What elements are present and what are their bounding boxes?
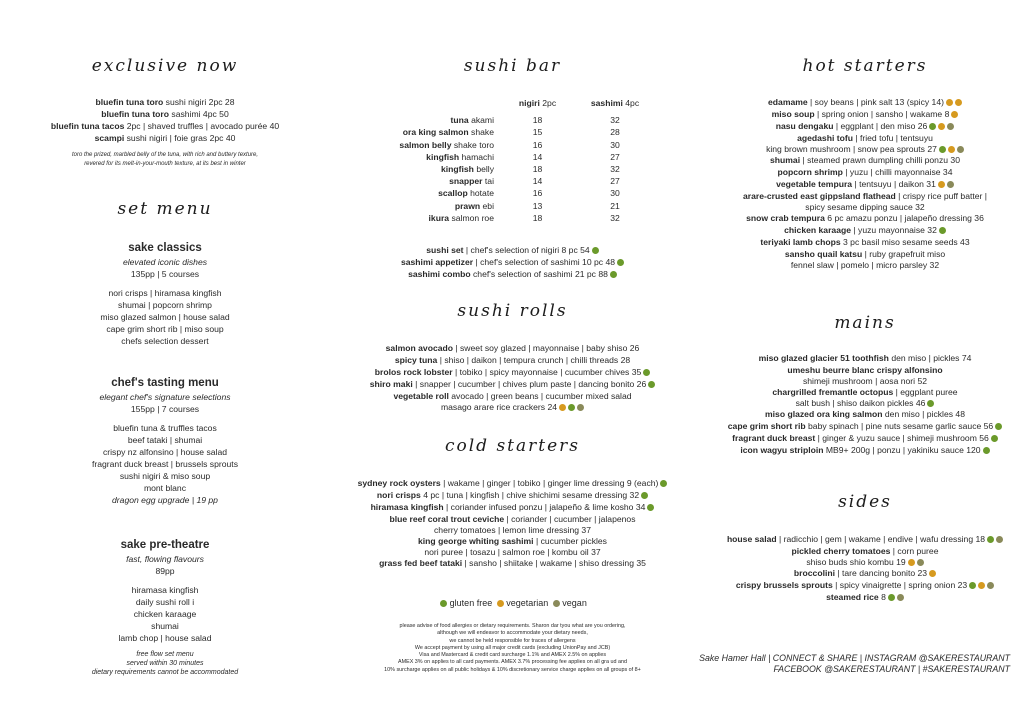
disclaimer-line: we cannot be held responsible for traces of allergens (449, 637, 576, 644)
disclaimer-line: please advise of food allergies or dietary requirements. Sharon dar tyou what are you ordering, (399, 623, 626, 629)
menu-item: vegetable roll avocado | green beans | cucumber mixed salad (393, 391, 632, 401)
vegan-icon (947, 181, 954, 188)
sushi-name: snapper tai (449, 176, 494, 187)
vegan-icon (947, 123, 954, 130)
menu-item: miso soup | spring onion | sansho | wakame 8 (720, 108, 1010, 120)
menu-item-continued: nori puree | tosazu | salmon roe | kombu oil 37 (424, 547, 601, 557)
menu-item: vegetable tempura | tentsuyu | daikon 31 (720, 178, 1010, 190)
menu-item: sashimi appetizer | chef's selection of sashimi 10 pc 48 (355, 256, 670, 268)
list-item: hiramasa kingfish (131, 585, 199, 595)
sashimi-price: 28 (610, 127, 620, 138)
sushi-name: kingfish hamachi (426, 151, 494, 162)
menu-item: crispy brussels sprouts | spicy vinaigrette | spring onion 23 (720, 579, 1010, 591)
vegetarian-icon (938, 123, 945, 130)
list-item: nori crisps | hiramasa kingfish (108, 288, 222, 298)
footer-social (699, 653, 1010, 675)
list-item: chicken karaage (133, 609, 197, 619)
menu-item: cape grim short rib baby spinach | pine nuts sesame garlic sauce 56 (720, 420, 1010, 432)
nigiri-price: 16 (532, 139, 543, 150)
toro-note: revered for its melt-in-your-mouth texture, at its best in winter (84, 160, 246, 167)
mains-list (720, 352, 1010, 456)
menu-item: steamed rice 8 (720, 591, 1010, 603)
table-row (390, 187, 655, 199)
exclusive-list (40, 96, 290, 168)
nigiri-price: 18 (532, 164, 543, 175)
nigiri-price: 14 (532, 151, 543, 162)
table-header (390, 97, 655, 109)
gluten-free-icon (983, 447, 990, 454)
menu-item-continued: masago arare rice crackers 24 (355, 402, 670, 412)
sides-list (720, 533, 1010, 603)
hot-list (720, 96, 1010, 270)
sides-heading: sides (838, 492, 892, 512)
disclaimer (355, 623, 670, 674)
pre-theatre-note: free flow set menu (136, 651, 194, 658)
gluten-free-icon (927, 400, 934, 407)
table-row (390, 163, 655, 175)
menu-item: bluefin tuna toro sashimi 4pc 50 (101, 109, 229, 119)
vegan-icon (917, 559, 924, 566)
section-title: sake classics (128, 242, 202, 254)
section-tagline: elevated iconic dishes (122, 257, 208, 267)
menu-item-continued: king brown mushroom | snow pea sprouts 27 (720, 144, 1010, 154)
vegan-icon (553, 600, 560, 607)
vegetarian-icon (946, 99, 953, 106)
menu-item: house salad | radicchio | gem | wakame | endive | wafu dressing 18 (720, 533, 1010, 545)
sushi-name: ora king salmon shake (402, 127, 494, 138)
gluten-free-icon (617, 259, 624, 266)
gluten-free-icon (641, 492, 648, 499)
disclaimer-line: We accept payment by using all major credit cards (excluding UnionPay and JCB) (414, 644, 611, 651)
list-item: fragrant duck breast | brussels sprouts (91, 459, 238, 469)
menu-item: miso glazed ora king salmon den miso | pickles 48 (765, 409, 965, 419)
gluten-free-icon (568, 404, 575, 411)
footer-line: Sake Hamer Hall | CONNECT & SHARE | INSTAGRAM @SAKERESTAURANT (699, 653, 1010, 663)
list-item: daily sushi roll i (135, 597, 195, 607)
section-tagline: elegant chef's signature selections (99, 392, 231, 402)
gluten-free-icon (929, 123, 936, 130)
sashimi-column-header: sashimi 4pc (590, 98, 640, 109)
sushi-table (390, 97, 655, 224)
cold-list (355, 477, 670, 569)
menu-item: bluefin tuna toro sushi nigiri 2pc 28 (95, 97, 235, 107)
disclaimer-line: AMEX 3% on applies to all card payments. AMEX 3.7% processing fee applies on all gra ud and (398, 659, 627, 666)
vegetarian-icon (951, 111, 958, 118)
menu-item: nori crisps 4 pc | tuna | kingfish | chive shichimi sesame dressing 32 (355, 489, 670, 501)
vegetarian-icon (948, 146, 955, 153)
sashimi-price: 30 (610, 139, 620, 150)
sushi-name: scallop hotate (438, 188, 494, 199)
menu-item-continued: shiso buds shio kombu 19 (720, 557, 1010, 567)
menu-item: king george whiting sashimi | cucumber pickles (418, 536, 607, 546)
menu-item: miso glazed glacier 51 toothfish den miso | pickles 74 (758, 353, 972, 363)
nigiri-price: 15 (532, 127, 543, 138)
sushi-name: tuna akami (450, 115, 494, 126)
menu-item-continued: shimeji mushroom | aosa nori 52 (802, 376, 928, 386)
toro-note: toro the prized, marbled belly of the tuna, with rich and buttery texture, (71, 152, 259, 158)
menu-item: teriyaki lamb chops 3 pc basil miso sesame seeds 43 (760, 237, 970, 247)
menu-item: popcorn shrimp | yuzu | chilli mayonnaise 34 (777, 167, 953, 177)
menu-item: pickled cherry tomatoes | corn puree (791, 546, 939, 556)
sashimi-price: 32 (610, 212, 620, 223)
menu-item: sansho quail katsu | ruby grapefruit miso (784, 249, 946, 259)
list-item: mont blanc (143, 483, 187, 493)
pre-theatre-section (40, 537, 290, 677)
menu-item: fragrant duck breast | ginger & yuzu sauce | shimeji mushroom 56 (720, 432, 1010, 444)
cold-starters-heading: cold starters (444, 436, 581, 456)
sushi-name: prawn ebi (454, 200, 494, 211)
menu-item: arare-crusted east gippsland flathead | crispy rice puff batter | (742, 191, 988, 201)
section-price: 155pp | 7 courses (130, 404, 200, 414)
vegan-icon (957, 146, 964, 153)
pre-theatre-note: dietary requirements cannot be accommodated (91, 669, 239, 676)
disclaimer-line: Visa and Mastercard & credit card surcharge 1.1% and AMEX 2.5% on applies (418, 652, 607, 659)
menu-item-continued: salt bush | shiso daikon pickles 46 (720, 398, 1010, 408)
menu-item: hiramasa kingfish | coriander infused ponzu | jalapeño & lime kosho 34 (355, 501, 670, 513)
gluten-free-icon (939, 146, 946, 153)
list-item: beef tataki | shumai (127, 435, 203, 445)
vegetarian-icon (978, 582, 985, 589)
menu-item: umeshu beurre blanc crispy alfonsino (787, 365, 943, 375)
list-item: crispy nz alfonsino | house salad (102, 447, 228, 457)
gluten-free-icon (647, 504, 654, 511)
table-row (390, 200, 655, 212)
list-item: shumai (151, 621, 179, 631)
nigiri-column-header: nigiri 2pc (518, 98, 557, 109)
menu-item: nasu dengaku | eggplant | den miso 26 (720, 120, 1010, 132)
sashimi-price: 27 (610, 151, 620, 162)
gluten-free-icon (991, 435, 998, 442)
gluten-free-icon (987, 536, 994, 543)
dietary-legend: gluten free vegetarian vegan (355, 598, 670, 608)
list-item: miso glazed salmon | house salad (100, 312, 230, 322)
menu-item: edamame | soy beans | pink salt 13 (spicy 14) (720, 96, 1010, 108)
menu-item-continued: spicy sesame dipping sauce 32 (805, 202, 925, 212)
menu-item: bluefin tuna tacos 2pc | shaved truffles | avocado purée 40 (50, 121, 280, 131)
menu-item: broccolini | tare dancing bonito 23 (720, 567, 1010, 579)
table-row (390, 139, 655, 151)
vegetarian-icon (559, 404, 566, 411)
sashimi-price: 21 (610, 200, 620, 211)
nigiri-price: 13 (532, 200, 543, 211)
vegan-icon (897, 594, 904, 601)
disclaimer-line: although we will endeavor to accommodate your dietary needs, (437, 630, 588, 637)
gluten-free-icon (995, 423, 1002, 430)
chefs-tasting-section (40, 375, 290, 506)
sushi-name: kingfish belly (440, 164, 494, 175)
nigiri-price: 16 (532, 188, 543, 199)
gluten-free-icon (440, 600, 447, 607)
set-menu-heading: set menu (117, 199, 213, 219)
sashimi-price: 32 (610, 115, 620, 126)
menu-item: sushi set | chef's selection of nigiri 8 pc 54 (355, 244, 670, 256)
menu-item: salmon avocado | sweet soy glazed | mayonnaise | baby shiso 26 (385, 343, 640, 353)
menu-item: sashimi combo chef's selection of sashimi 21 pc 88 (355, 268, 670, 280)
menu-item: chicken karaage | yuzu mayonnaise 32 (720, 224, 1010, 236)
list-item: shumai | popcorn shrimp (118, 300, 212, 310)
gluten-free-icon (888, 594, 895, 601)
vegetarian-icon (955, 99, 962, 106)
sashimi-price: 30 (610, 188, 620, 199)
vegetarian-icon (908, 559, 915, 566)
sake-classics-section (40, 240, 290, 347)
table-row (390, 175, 655, 187)
gluten-free-icon (648, 381, 655, 388)
sushi-bar-heading: sushi bar (463, 56, 562, 76)
vegetarian-icon (938, 181, 945, 188)
menu-item: shumai | steamed prawn dumpling chilli ponzu 30 (770, 155, 960, 165)
sushi-sets (355, 244, 670, 280)
menu-item: spicy tuna | shiso | daikon | tempura crunch | chilli threads 28 (394, 355, 631, 365)
pre-theatre-note: served within 30 minutes (126, 660, 204, 667)
gluten-free-icon (660, 480, 667, 487)
exclusive-now-heading: exclusive now (91, 56, 239, 76)
section-title: chef's tasting menu (111, 377, 219, 389)
menu-item-continued: cherry tomatoes | lemon lime dressing 37 (434, 525, 591, 535)
menu-item: sydney rock oysters | wakame | ginger | tobiko | ginger lime dressing 9 (each) (355, 477, 670, 489)
rolls-list (355, 342, 670, 412)
mains-heading: mains (834, 313, 896, 333)
sushi-rolls-heading: sushi rolls (457, 301, 568, 321)
menu-item: agedashi tofu | fried tofu | tentsuyu (797, 133, 933, 143)
vegetarian-icon (497, 600, 504, 607)
vegan-icon (987, 582, 994, 589)
table-row (390, 151, 655, 163)
footer-line: FACEBOOK @SAKERESTAURANT | #SAKERESTAURANT (773, 664, 1010, 674)
sushi-name: ikura salmon roe (428, 212, 494, 223)
nigiri-price: 18 (532, 115, 543, 126)
menu-item: icon wagyu striploin MB9+ 200g | ponzu | yakiniku sauce 120 (720, 444, 1010, 456)
list-item: sushi nigiri & miso soup (119, 471, 211, 481)
section-price: 135pp | 5 courses (130, 269, 200, 279)
section-tagline: fast, flowing flavours (126, 554, 204, 564)
nigiri-price: 14 (532, 176, 543, 187)
gluten-free-icon (592, 247, 599, 254)
list-item: bluefin tuna & truffles tacos (113, 423, 217, 433)
sashimi-price: 27 (610, 176, 620, 187)
list-item: cape grim short rib | miso soup (106, 324, 224, 334)
table-row (390, 114, 655, 126)
sashimi-price: 32 (610, 164, 620, 175)
sushi-name: salmon belly shake toro (399, 139, 494, 150)
table-row (390, 212, 655, 224)
vegan-icon (996, 536, 1003, 543)
gluten-free-icon (969, 582, 976, 589)
gluten-free-icon (610, 271, 617, 278)
section-price: 89pp (155, 566, 175, 576)
vegan-icon (577, 404, 584, 411)
menu-item: blue reef coral trout ceviche | coriander | cucumber | jalapenos (389, 514, 636, 524)
list-item: chefs selection dessert (121, 336, 209, 346)
menu-item: grass fed beef tataki | sansho | shiitake | wakame | shiso dressing 35 (379, 558, 646, 568)
disclaimer-line: 10% surcharge applies on all public holidays & 10% discretionary service charge applies on all groups of 8+ (384, 666, 641, 673)
menu-item: shiro maki | snapper | cucumber | chives plum paste | dancing bonito 26 (355, 378, 670, 390)
gluten-free-icon (939, 227, 946, 234)
menu-item: snow crab tempura 6 pc amazu ponzu | jalapeño dressing 36 (746, 213, 984, 223)
menu-item-continued: fennel slaw | pomelo | micro parsley 32 (790, 260, 940, 270)
menu-item: chargrilled fremantle octopus | eggplant puree (772, 387, 958, 397)
vegetarian-icon (929, 570, 936, 577)
section-title: sake pre-theatre (120, 539, 210, 551)
gluten-free-icon (643, 369, 650, 376)
nigiri-price: 18 (532, 212, 543, 223)
menu-item: brolos rock lobster | tobiko | spicy mayonnaise | cucumber chives 35 (355, 366, 670, 378)
table-row (390, 126, 655, 138)
list-item: lamb chop | house salad (118, 633, 212, 643)
list-item: dragon egg upgrade | 19 pp (112, 495, 218, 505)
menu-item: scampi sushi nigiri | foie gras 2pc 40 (94, 133, 236, 143)
hot-starters-heading: hot starters (802, 56, 928, 76)
